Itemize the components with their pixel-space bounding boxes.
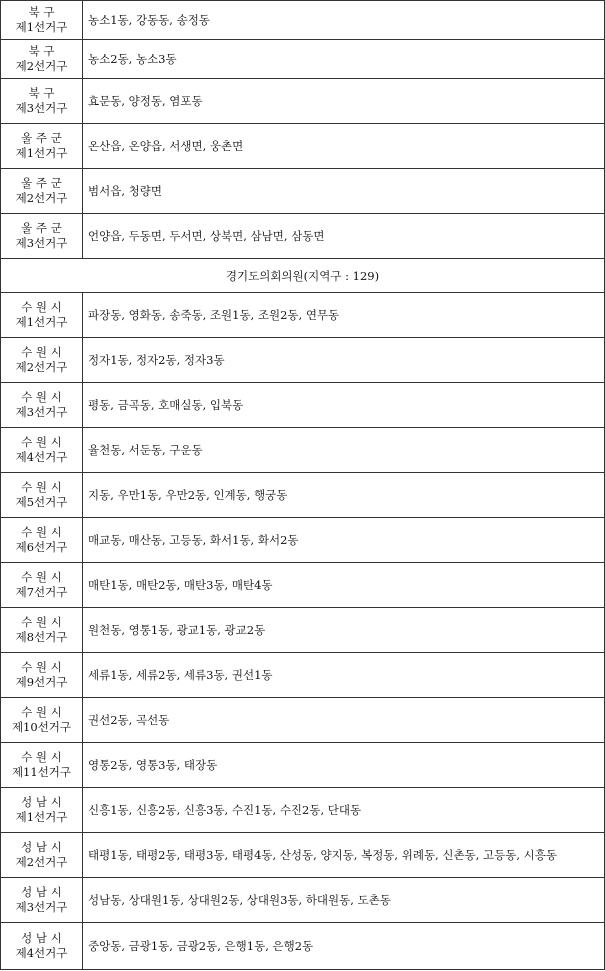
district-number: 제2선거구: [15, 360, 68, 374]
district-cell: [1, 1, 83, 40]
district-cell: [1, 653, 83, 698]
district-cell: [1, 169, 83, 214]
areas-cell: 매교동, 매산동, 고등동, 화서1동, 화서2동: [83, 518, 605, 563]
district-number: 제2선거구: [15, 855, 68, 869]
district-cell: [1, 338, 83, 383]
district-number: 제4선거구: [15, 946, 68, 960]
table-row: [1, 608, 605, 653]
district-number: 제10선거구: [11, 720, 72, 734]
district-cell: [1, 743, 83, 788]
district-cell: [1, 698, 83, 743]
district-cell: [1, 40, 83, 79]
table-row: [1, 653, 605, 698]
areas-cell: 정자1동, 정자2동, 정자3동: [83, 338, 605, 383]
district-number: 제8선거구: [15, 630, 68, 644]
section-header-row: [1, 259, 605, 293]
region-name: 울 주 군: [21, 131, 62, 145]
district-cell: [1, 428, 83, 473]
region-name: 성 남 시: [21, 885, 62, 899]
region-name: 성 남 시: [21, 795, 62, 809]
table-row: [1, 473, 605, 518]
region-name: 북 구: [28, 86, 55, 100]
areas-cell: 성남동, 상대원1동, 상대원2동, 상대원3동, 하대원동, 도촌동: [83, 878, 605, 923]
district-number: 제2선거구: [15, 191, 68, 205]
region-name: 북 구: [28, 44, 55, 58]
areas-cell: 언양읍, 두동면, 두서면, 상북면, 삼남면, 삼동면: [83, 214, 605, 259]
table-row: [1, 293, 605, 338]
table-row: [1, 169, 605, 214]
district-number: 제6선거구: [15, 540, 68, 554]
table-row: [1, 124, 605, 169]
table-row: [1, 1, 605, 40]
table-row: [1, 428, 605, 473]
areas-cell: 원천동, 영통1동, 광교1동, 광교2동: [83, 608, 605, 653]
region-name: 성 남 시: [21, 840, 62, 854]
region-name: 수 원 시: [21, 660, 62, 674]
areas-cell: 권선2동, 곡선동: [83, 698, 605, 743]
district-cell: [1, 383, 83, 428]
district-cell: [1, 833, 83, 878]
region-name: 수 원 시: [21, 525, 62, 539]
district-number: 제3선거구: [15, 900, 68, 914]
district-number: 제3선거구: [15, 405, 68, 419]
district-cell: [1, 473, 83, 518]
areas-cell: 농소2동, 농소3동: [83, 40, 605, 79]
district-cell: [1, 563, 83, 608]
table-row: [1, 338, 605, 383]
areas-cell: 세류1동, 세류2동, 세류3동, 권선1동: [83, 653, 605, 698]
areas-cell: 농소1동, 강동동, 송정동: [83, 1, 605, 40]
region-name: 수 원 시: [21, 705, 62, 719]
district-cell: [1, 788, 83, 833]
district-cell: [1, 518, 83, 563]
region-name: 수 원 시: [21, 750, 62, 764]
areas-cell: 율천동, 서둔동, 구운동: [83, 428, 605, 473]
region-name: 울 주 군: [21, 221, 62, 235]
areas-cell: 매탄1동, 매탄2동, 매탄3동, 매탄4동: [83, 563, 605, 608]
region-name: 수 원 시: [21, 480, 62, 494]
areas-cell: 신흥1동, 신흥2동, 신흥3동, 수진1동, 수진2동, 단대동: [83, 788, 605, 833]
section-header: 경기도의회의원(지역구 : 129): [1, 259, 605, 293]
table-row: [1, 743, 605, 788]
district-number: 제4선거구: [15, 450, 68, 464]
bottom-table-body: [1, 293, 605, 970]
district-number: 제1선거구: [15, 315, 68, 329]
district-number: 제11선거구: [11, 765, 72, 779]
areas-cell: 영통2동, 영통3동, 태장동: [83, 743, 605, 788]
areas-cell: 범서읍, 청량면: [83, 169, 605, 214]
district-number: 제1선거구: [15, 20, 68, 34]
areas-cell: 파장동, 영화동, 송죽동, 조원1동, 조원2동, 연무동: [83, 293, 605, 338]
table-row: [1, 79, 605, 124]
district-number: 제1선거구: [15, 810, 68, 824]
areas-cell: 지동, 우만1동, 우만2동, 인계동, 행궁동: [83, 473, 605, 518]
table-row: [1, 923, 605, 970]
region-name: 수 원 시: [21, 300, 62, 314]
district-number: 제7선거구: [15, 585, 68, 599]
district-number: 제9선거구: [15, 675, 68, 689]
district-number: 제5선거구: [15, 495, 68, 509]
region-name: 북 구: [28, 5, 55, 19]
region-name: 수 원 시: [21, 345, 62, 359]
section-header-body: [1, 259, 605, 293]
areas-cell: 온산읍, 온양읍, 서생면, 웅촌면: [83, 124, 605, 169]
district-number: 제3선거구: [15, 236, 68, 250]
table-row: [1, 833, 605, 878]
district-cell: [1, 878, 83, 923]
areas-cell: 중앙동, 금광1동, 금광2동, 은행1동, 은행2동: [83, 923, 605, 970]
areas-cell: 태평1동, 태평2동, 태평3동, 태평4동, 산성동, 양지동, 복정동, 위례동, 신촌동, 고등동, 시흥동: [83, 833, 605, 878]
top-table-body: [1, 1, 605, 259]
areas-cell: 평동, 금곡동, 호매실동, 입북동: [83, 383, 605, 428]
district-cell: [1, 293, 83, 338]
region-name: 성 남 시: [21, 931, 62, 945]
areas-cell: 효문동, 양정동, 염포동: [83, 79, 605, 124]
region-name: 울 주 군: [21, 176, 62, 190]
district-cell: [1, 608, 83, 653]
table-row: [1, 878, 605, 923]
table-row: [1, 563, 605, 608]
table-row: [1, 40, 605, 79]
district-cell: [1, 124, 83, 169]
district-cell: [1, 214, 83, 259]
table-row: [1, 788, 605, 833]
region-name: 수 원 시: [21, 390, 62, 404]
district-number: 제3선거구: [15, 101, 68, 115]
district-cell: [1, 79, 83, 124]
region-name: 수 원 시: [21, 615, 62, 629]
region-name: 수 원 시: [21, 570, 62, 584]
table-row: [1, 383, 605, 428]
table-row: [1, 698, 605, 743]
table-row: [1, 214, 605, 259]
district-cell: [1, 923, 83, 970]
table-row: [1, 518, 605, 563]
region-name: 수 원 시: [21, 435, 62, 449]
district-number: 제2선거구: [15, 59, 68, 73]
district-number: 제1선거구: [15, 146, 68, 160]
